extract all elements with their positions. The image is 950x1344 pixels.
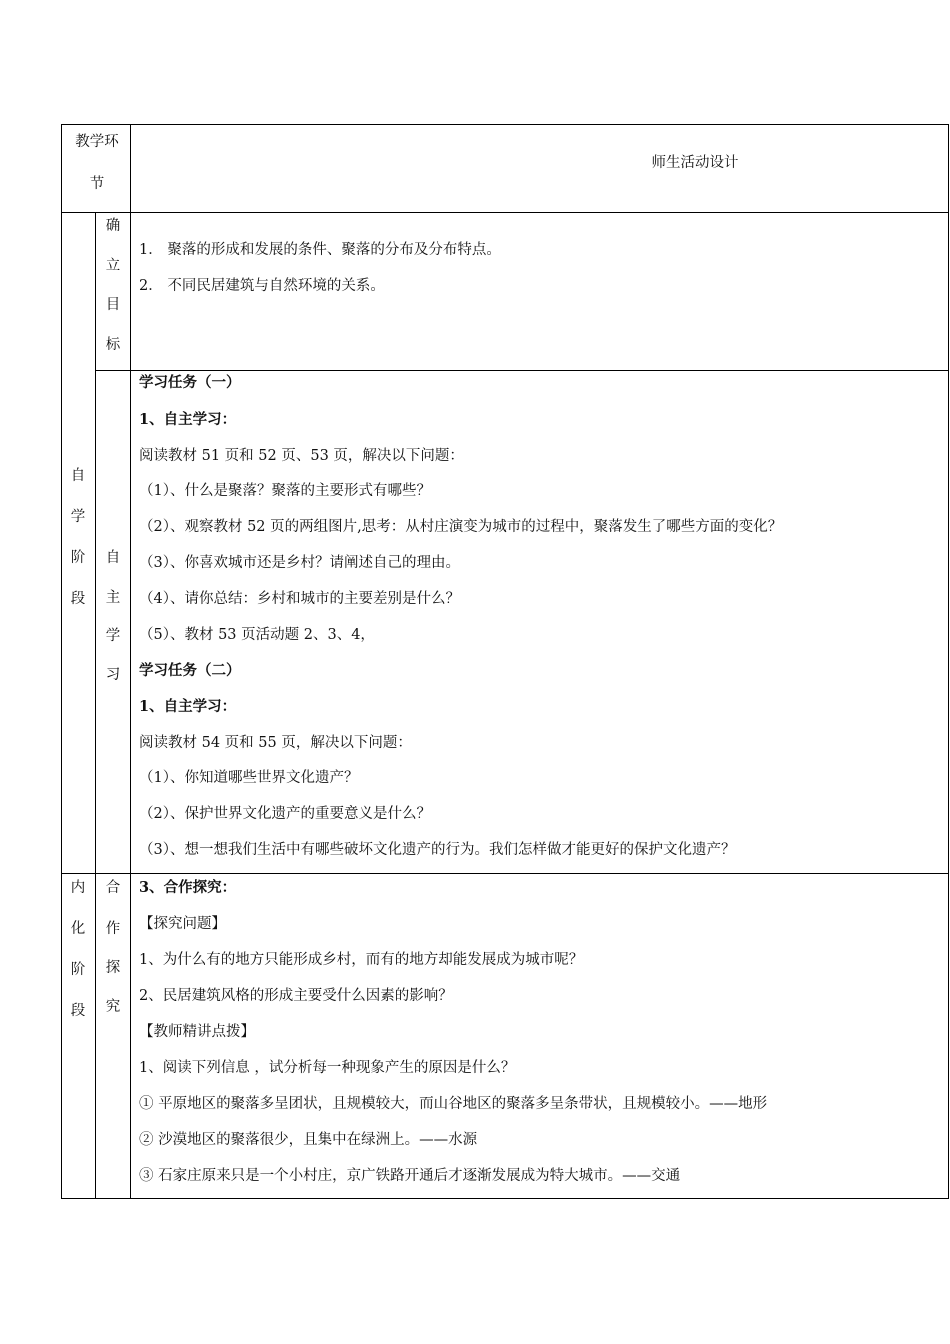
explore-question: 1、为什么有的地方只能形成乡村，而有的地方却能发展成为城市呢？: [139, 952, 584, 968]
stage-char: 学: [70, 509, 86, 525]
task1-question: （4）、请你总结：乡村和城市的主要差别是什么？: [139, 591, 460, 607]
goals-bottom-line: [95, 370, 949, 371]
task2-question: （2）、保护世界文化遗产的重要意义是什么？: [139, 806, 431, 822]
sub-char: 立: [105, 258, 121, 274]
teacher-item: ① 平原地区的聚落多呈团状，且规模较大，而山谷地区的聚落多呈条带状，且规模较小。——地形: [139, 1096, 768, 1112]
header-design-label: 师生活动设计: [651, 155, 739, 171]
header-bottom-line: [61, 212, 949, 213]
goal-item: 1． 聚落的形成和发展的条件、聚落的分布及分布特点。: [139, 242, 501, 258]
stage-char: 内: [70, 880, 86, 896]
task2-question: （3）、想一想我们生活中有哪些破坏文化遗产的行为。我们怎样做才能更好的保护文化遗产？: [139, 842, 736, 858]
task1-question: （2）、观察教材 52 页的两组图片,思考：从村庄演变为城市的过程中，聚落发生了哪些方面的变化？: [139, 519, 783, 535]
sub-char: 探: [105, 960, 121, 976]
content-divider: [130, 124, 131, 1199]
sub-char: 主: [105, 590, 121, 606]
stage-divider-line: [61, 873, 949, 874]
task1-question: （3）、你喜欢城市还是乡村？请阐述自己的理由。: [139, 555, 460, 571]
stage-char: 自: [70, 468, 86, 484]
sub-char: 确: [105, 218, 121, 234]
goal-item: 2． 不同民居建筑与自然环境的关系。: [139, 278, 385, 294]
sub-char: 习: [105, 667, 121, 683]
table-border-right: [948, 124, 949, 1199]
teacher-heading: 【教师精讲点拨】: [139, 1024, 255, 1040]
task1-subtitle: 1、自主学习：: [139, 411, 237, 428]
sub-char: 学: [105, 628, 121, 644]
explore-question: 2、民居建筑风格的形成主要受什么因素的影响？: [139, 988, 453, 1004]
header-stage-label-2: 节: [89, 176, 105, 192]
task1-question: （1）、什么是聚落？聚落的主要形式有哪些？: [139, 483, 431, 499]
table-border-left: [61, 124, 62, 1199]
cooperation-title: 3、合作探究：: [139, 879, 237, 896]
sub-char: 作: [105, 921, 121, 937]
header-stage-label-1: 教学环: [75, 134, 119, 150]
stage-char: 段: [70, 591, 86, 607]
task2-intro: 阅读教材 54 页和 55 页，解决以下问题：: [139, 735, 412, 751]
stage-char: 阶: [70, 550, 86, 566]
sub-char: 自: [105, 550, 121, 566]
task2-title: 学习任务（二）: [139, 662, 241, 679]
teacher-item: ③ 石家庄原来只是一个小村庄，京广铁路开通后才逐渐发展成为特大城市。——交通: [139, 1168, 681, 1184]
task2-question: （1）、你知道哪些世界文化遗产？: [139, 770, 359, 786]
task1-title: 学习任务（一）: [139, 374, 241, 391]
table-border-top: [61, 124, 949, 125]
teacher-intro: 1、阅读下列信息 ，试分析每一种现象产生的原因是什么？: [139, 1060, 516, 1076]
task1-question: （5）、教材 53 页活动题 2、3、4，: [139, 627, 375, 643]
task1-intro: 阅读教材 51 页和 52 页、53 页，解决以下问题：: [139, 448, 464, 464]
table-border-bottom: [61, 1198, 949, 1199]
stage-sub-divider: [95, 212, 96, 1199]
task2-subtitle: 1、自主学习：: [139, 698, 237, 715]
stage-char: 阶: [70, 962, 86, 978]
sub-char: 标: [105, 337, 121, 353]
stage-char: 段: [70, 1003, 86, 1019]
sub-char: 合: [105, 880, 121, 896]
stage-char: 化: [70, 921, 86, 937]
sub-char: 目: [105, 297, 121, 313]
explore-heading: 【探究问题】: [139, 916, 226, 932]
teacher-item: ② 沙漠地区的聚落很少，且集中在绿洲上。——水源: [139, 1132, 478, 1148]
sub-char: 究: [105, 999, 121, 1015]
